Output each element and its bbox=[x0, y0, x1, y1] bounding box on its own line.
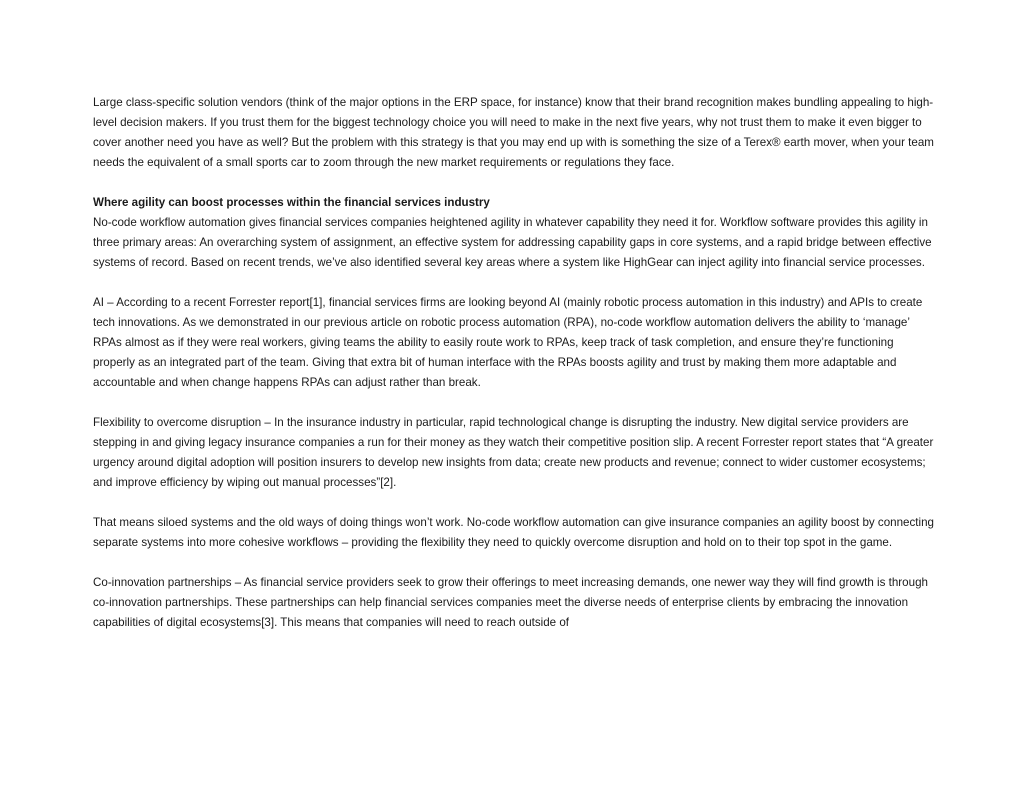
paragraph-text: Co-innovation partnerships – As financial service providers seek to grow their offerings to meet increasing demands, one newer way they will find growth is through co-innovation partnerships. These partnerships can help financial services companies meet the diverse needs of enterprise clients by embracing the innovation capabilities of digital ecosystems[3]. This means that companies will need to reach outside of bbox=[93, 576, 928, 629]
paragraph-intro bbox=[93, 93, 938, 173]
document-page bbox=[93, 93, 938, 653]
section-heading: Where agility can boost processes within the financial services industry bbox=[93, 196, 490, 209]
paragraph-agility-section bbox=[93, 193, 938, 273]
paragraph-text: That means siloed systems and the old ways of doing things won’t work. No-code workflow automation can give insurance companies an agility boost by connecting separate systems into more cohesive workflows – providing the flexibility they need to quickly overcome disruption and hold on to their top spot in the game. bbox=[93, 516, 934, 549]
paragraph-text: Flexibility to overcome disruption – In the insurance industry in particular, rapid technological change is disrupting the industry. New digital service providers are stepping in and giving legacy insurance companies a run for their money as they watch their competitive position slip. A recent Forrester report states that “A greater urgency around digital adoption will position insurers to develop new insights from data; create new products and revenue; connect to wider customer ecosystems; and improve efficiency by wiping out manual processes”[2]. bbox=[93, 416, 934, 489]
paragraph-flexibility bbox=[93, 413, 938, 493]
paragraph-ai bbox=[93, 293, 938, 393]
paragraph-text: Large class-specific solution vendors (think of the major options in the ERP space, for instance) know that their brand recognition makes bundling appealing to high-level decision makers. If you trust them for the biggest technology choice you will need to make in the next five years, why not trust them to make it even bigger to cover another need you have as well? But the problem with this strategy is that you may end up with is something the size of a Terex® earth mover, when your team needs the equivalent of a small sports car to zoom through the new market requirements or regulations they face. bbox=[93, 96, 934, 169]
paragraph-text: AI – According to a recent Forrester report[1], financial services firms are looking beyond AI (mainly robotic process automation in this industry) and APIs to create tech innovations. As we demonstrated in our previous article on robotic process automation (RPA), no-code workflow automation delivers the ability to ‘manage’ RPAs almost as if they were real workers, giving teams the ability to easily route work to RPAs, keep track of task completion, and ensure they’re functioning properly as an integrated part of the team. Giving that extra bit of human interface with the RPAs boosts agility and trust by making them more adaptable and accountable and when change happens RPAs can adjust rather than break. bbox=[93, 296, 923, 389]
paragraph-siloed-systems bbox=[93, 513, 938, 553]
paragraph-text: No-code workflow automation gives financial services companies heightened agility in whatever capability they need it for. Workflow software provides this agility in three primary areas: An overarching system of assignment, an effective system for addressing capability gaps in core systems, and a rapid bridge between effective systems of record. Based on recent trends, we’ve also identified several key areas where a system like HighGear can inject agility into financial service processes. bbox=[93, 216, 932, 269]
paragraph-co-innovation bbox=[93, 573, 938, 633]
